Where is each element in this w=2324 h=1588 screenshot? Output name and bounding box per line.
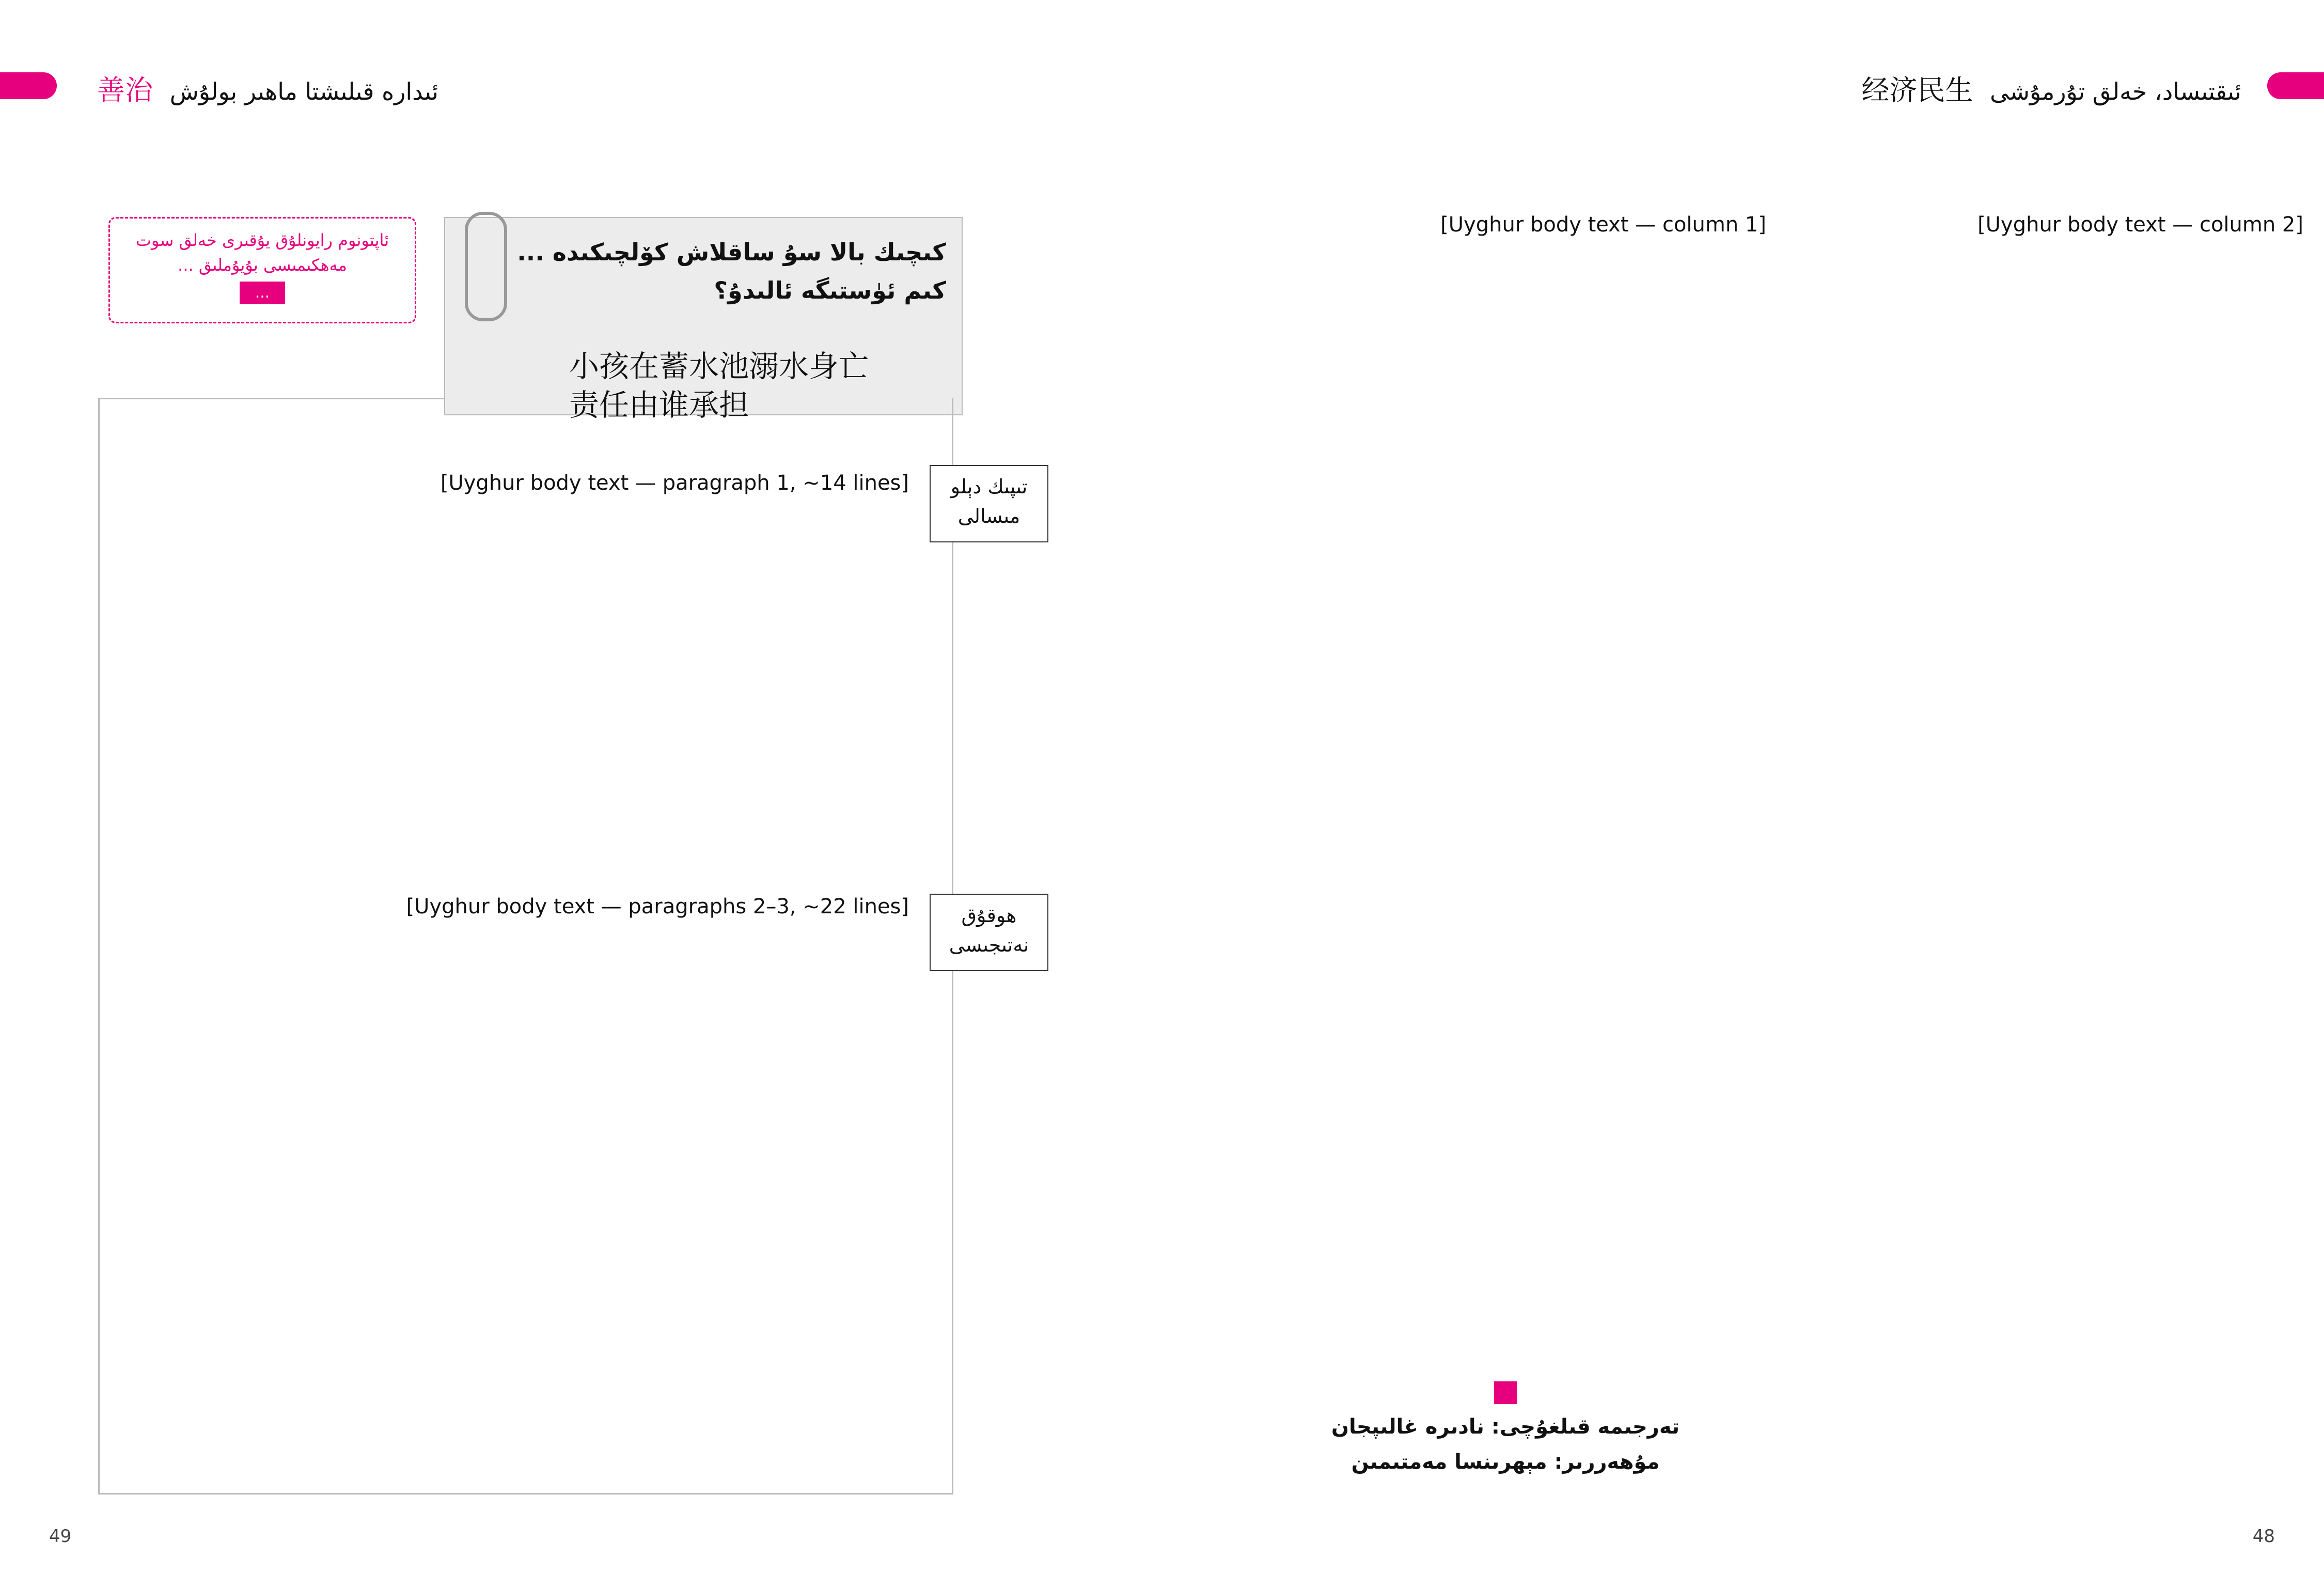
credits (1260, 1374, 1751, 1480)
page-number-left: 49 (49, 1526, 72, 1547)
accent-tab-right (2267, 72, 2324, 99)
credit-editor: مۇھەررىر: مېھرىنسا مەمتىمىن (1351, 1450, 1660, 1474)
column-tag-title: ئاپتونوم رايونلۇق يۇقىرى خەلق سوت مەھكىمىسى بۇيۇملىق ... (135, 230, 389, 275)
header-han-right: 经济民生 (1861, 74, 1973, 106)
article-paragraph-1: [Uyghur body text — paragraph 1, ~14 lines] (440, 471, 909, 495)
header-title-left: ئىدارە قىلىشتا ماھىر بولۇش (169, 77, 438, 105)
header-han-left: 善治 (97, 74, 153, 106)
label-legal-result: ھوقۇق نەتىجىسى (930, 894, 1048, 971)
running-header-left (88, 68, 438, 108)
right-column-1: [Uyghur body text — column 1] (1440, 213, 1766, 237)
header-title-right: ئىقتىساد، خەلق تۇرمۇشى (1990, 77, 2241, 105)
column-tag (108, 217, 416, 323)
headline-chinese-line-2: 责任由谁承担 (569, 387, 749, 423)
headline-uyghur: كىچىك بالا سۇ ساقلاش كۆلچىكىدە ... كىم ئۈستىگە ئالىدۇ؟ (517, 238, 946, 304)
label-case-example: تىپىك دېلو مىسالى (930, 465, 1048, 542)
right-column-2: [Uyghur body text — column 2] (1977, 213, 2303, 237)
end-mark-icon (1494, 1381, 1517, 1404)
headline-box (444, 217, 963, 423)
article-paragraph-2: [Uyghur body text — paragraphs 2–3, ~22 lines] (406, 895, 909, 918)
credit-translator: تەرجىمە قىلغۇچى: نادىرە غالىپجان (1331, 1415, 1680, 1439)
paperclip-icon (465, 212, 507, 321)
column-tag-author: ... (240, 282, 286, 304)
running-header-right (1852, 68, 2241, 108)
accent-tab-left (0, 72, 57, 99)
headline-chinese-line-1: 小孩在蓄水池溺水身亡 (569, 349, 869, 384)
page-number-right: 48 (2252, 1526, 2275, 1547)
